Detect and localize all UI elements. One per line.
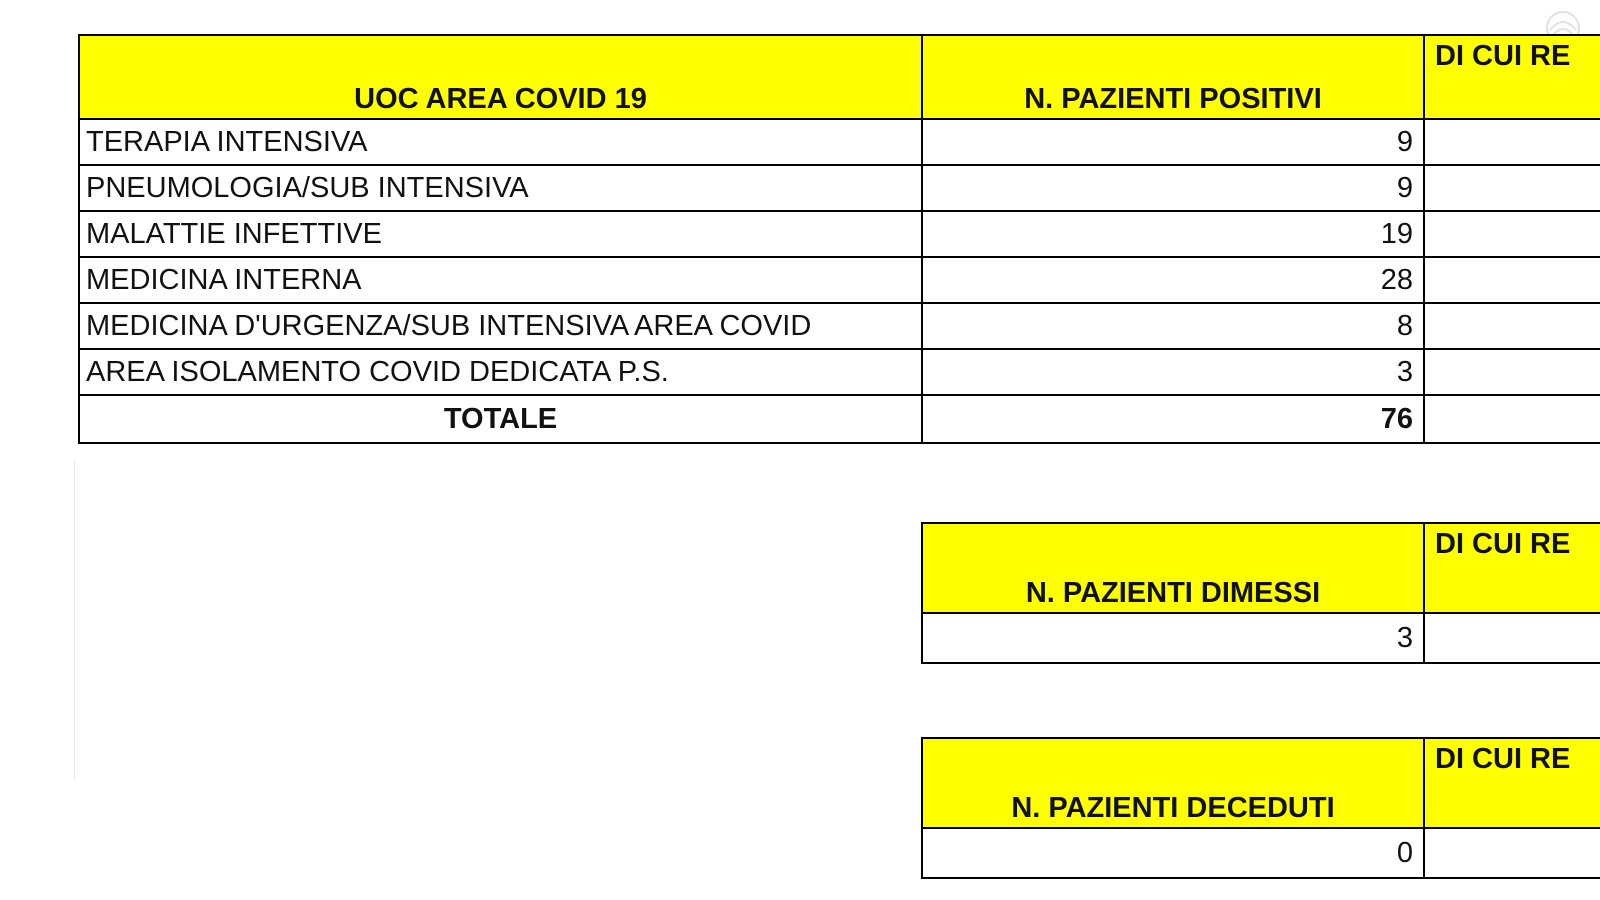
positivi-table xyxy=(78,34,1600,444)
di-cui-cell xyxy=(1424,349,1600,395)
total-row xyxy=(79,395,1600,443)
table-header-row xyxy=(922,523,1600,613)
di-cui-header: DI CUI RE xyxy=(1424,523,1600,613)
table-row xyxy=(79,211,1600,257)
unit-name: MEDICINA D'URGENZA/SUB INTENSIVA AREA COVID xyxy=(79,303,922,349)
uoc-header: UOC AREA COVID 19 xyxy=(79,35,922,119)
unit-name: PNEUMOLOGIA/SUB INTENSIVA xyxy=(79,165,922,211)
positivi-value: 9 xyxy=(922,165,1424,211)
table-row xyxy=(79,165,1600,211)
page-margin-line xyxy=(74,460,75,780)
total-label: TOTALE xyxy=(79,395,922,443)
deceduti-table xyxy=(921,737,1600,879)
unit-name: MALATTIE INFETTIVE xyxy=(79,211,922,257)
di-cui-cell xyxy=(1424,613,1600,663)
dimessi-table xyxy=(921,522,1600,664)
table-row xyxy=(922,828,1600,878)
unit-name: MEDICINA INTERNA xyxy=(79,257,922,303)
positivi-value: 28 xyxy=(922,257,1424,303)
di-cui-cell xyxy=(1424,119,1600,165)
table-row xyxy=(79,257,1600,303)
table-row xyxy=(79,349,1600,395)
table-header-row xyxy=(79,35,1600,119)
di-cui-cell xyxy=(1424,828,1600,878)
di-cui-cell xyxy=(1424,165,1600,211)
di-cui-header: DI CUI RE xyxy=(1424,35,1600,119)
table-row xyxy=(79,303,1600,349)
unit-name: TERAPIA INTENSIVA xyxy=(79,119,922,165)
dimessi-value: 3 xyxy=(922,613,1424,663)
positivi-header: N. PAZIENTI POSITIVI xyxy=(922,35,1424,119)
positivi-value: 3 xyxy=(922,349,1424,395)
table-header-row xyxy=(922,738,1600,828)
di-cui-cell xyxy=(1424,395,1600,443)
positivi-value: 8 xyxy=(922,303,1424,349)
table-row xyxy=(922,613,1600,663)
positivi-value: 9 xyxy=(922,119,1424,165)
unit-name: AREA ISOLAMENTO COVID DEDICATA P.S. xyxy=(79,349,922,395)
table-row xyxy=(79,119,1600,165)
di-cui-cell xyxy=(1424,303,1600,349)
total-value: 76 xyxy=(922,395,1424,443)
positivi-value: 19 xyxy=(922,211,1424,257)
dimessi-header: N. PAZIENTI DIMESSI xyxy=(922,523,1424,613)
deceduti-value: 0 xyxy=(922,828,1424,878)
deceduti-header: N. PAZIENTI DECEDUTI xyxy=(922,738,1424,828)
di-cui-cell xyxy=(1424,211,1600,257)
di-cui-header: DI CUI RE xyxy=(1424,738,1600,828)
di-cui-cell xyxy=(1424,257,1600,303)
